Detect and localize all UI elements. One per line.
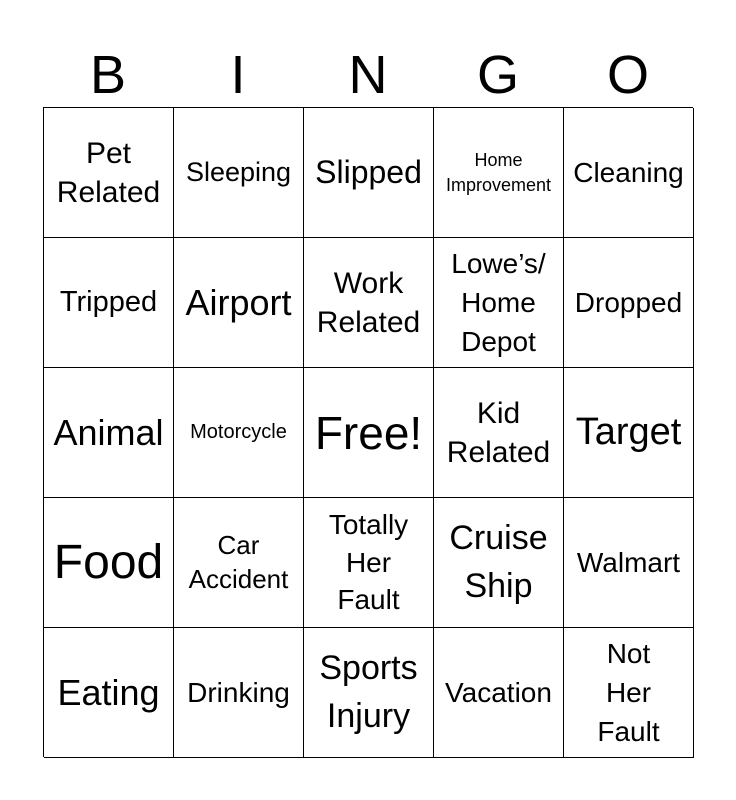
cell-label: Totally Her Fault [328,508,409,616]
bingo-cell-i1[interactable] [174,108,304,238]
cell-label: Food [53,536,164,589]
bingo-cell-i3[interactable] [174,368,304,498]
bingo-cell-o4[interactable] [564,498,694,628]
bingo-cell-o5[interactable] [564,628,694,758]
cell-label: Sports Injury [319,648,418,735]
bingo-cell-b4[interactable] [44,498,174,628]
bingo-cell-g2[interactable] [434,238,564,368]
bingo-cell-o1[interactable] [564,108,694,238]
bingo-cell-g5[interactable] [434,628,564,758]
header-letter-o: O [606,45,649,105]
cell-label: Home Improvement [445,150,552,195]
free-space-label: Free! [314,406,423,459]
cell-label: Work Related [316,266,421,339]
bingo-cell-o2[interactable] [564,238,694,368]
header-letter-b: B [89,45,127,105]
bingo-cell-i2[interactable] [174,238,304,368]
cell-label: Vacation [445,676,552,708]
cell-label: Animal [53,411,164,453]
bingo-cell-n2[interactable] [304,238,434,368]
cell-label: Motorcycle [190,421,287,443]
bingo-cell-i4[interactable] [174,498,304,628]
cell-label: Airport [185,281,292,323]
cell-label: Car Accident [188,529,289,594]
cell-label: Tripped [59,286,158,318]
bingo-cell-g4[interactable] [434,498,564,628]
bingo-cell-b5[interactable] [44,628,174,758]
bingo-cell-b1[interactable] [44,108,174,238]
bingo-cell-g1[interactable] [434,108,564,238]
header-letter-n: N [348,45,388,105]
header-letter-i: I [230,45,246,105]
cell-label: Cruise Ship [449,518,548,605]
bingo-cell-b3[interactable] [44,368,174,498]
cell-label: Not Her Fault [597,637,660,748]
cell-label: Dropped [574,286,683,318]
bingo-header [43,44,693,106]
cell-label: Cleaning [573,156,684,188]
bingo-cell-g3[interactable] [434,368,564,498]
bingo-cell-n1[interactable] [304,108,434,238]
bingo-cell-n3-free-space[interactable] [304,368,434,498]
cell-label: Target [575,411,682,453]
cell-label: Kid Related [446,396,551,469]
cell-label: Slipped [315,154,422,190]
bingo-cell-b2[interactable] [44,238,174,368]
cell-label: Eating [57,671,160,713]
cell-label: Pet Related [56,136,161,209]
bingo-board [43,107,693,757]
bingo-cell-o3[interactable] [564,368,694,498]
cell-label: Walmart [576,546,681,578]
bingo-cell-i5[interactable] [174,628,304,758]
bingo-cell-n4[interactable] [304,498,434,628]
bingo-cell-n5[interactable] [304,628,434,758]
cell-label: Drinking [187,676,290,708]
cell-label: Sleeping [185,157,292,187]
header-letter-g: G [476,45,519,105]
cell-label: Lowe’s/ Home Depot [451,247,546,358]
